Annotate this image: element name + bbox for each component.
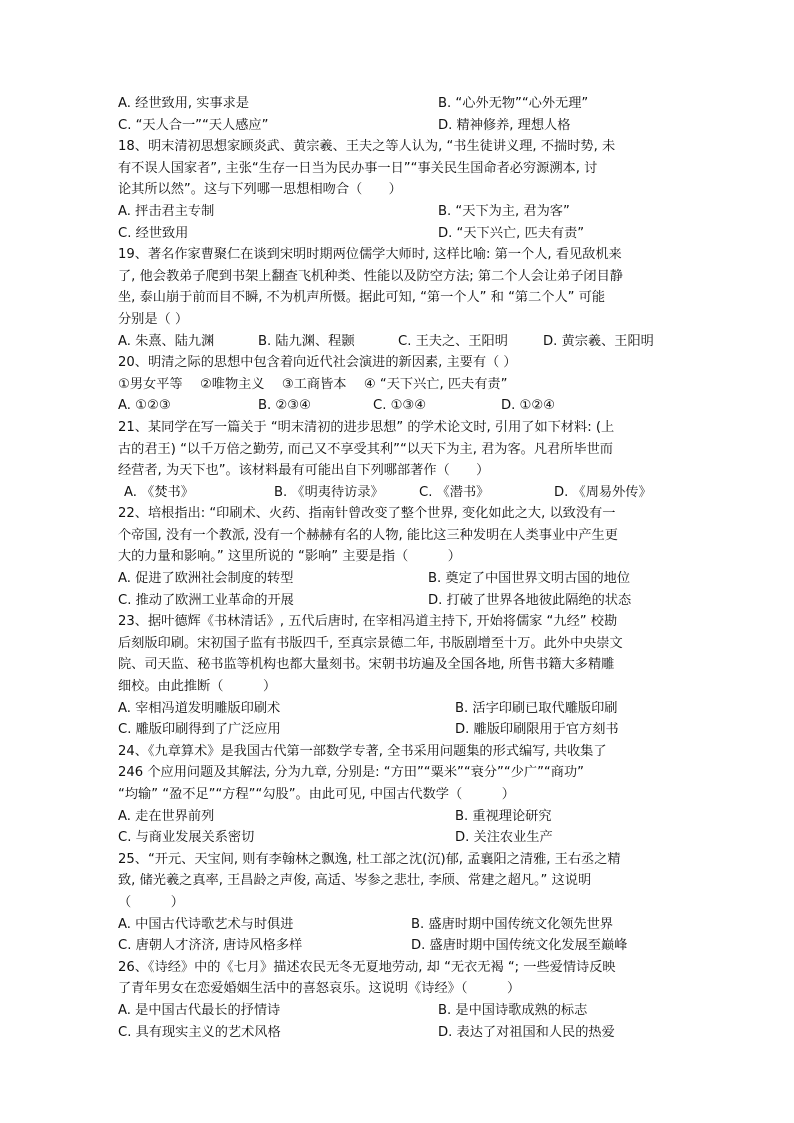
option-d: D. 打破了世界各地彼此隔绝的状态 — [428, 592, 632, 608]
option-d: D. 黄宗羲、王阳明 — [543, 333, 654, 349]
option-c: C. “天人合一”“天人感应” — [118, 117, 269, 133]
question-22 — [118, 503, 678, 611]
question-stem-line: 大的力量和影响。” 这里所说的 “影响” 主要是指（ ） — [118, 549, 461, 565]
option-row — [118, 827, 678, 849]
option-b: B. 重视理论研究 — [455, 808, 552, 824]
question-stem-line: 19、著名作家曹聚仁在谈到宋明时期两位儒学大师时, 这样比喻: 第一个人, 看见敌机来 — [118, 247, 622, 263]
question-items: ①男女平等 ②唯物主义 ③工商皆本 ④ “天下兴亡, 匹夫有责” — [118, 376, 508, 392]
question-stem-line: 18、明末清初思想家顾炎武、黄宗羲、王夫之等人认为, “书生徒讲义理, 不揣时势, 未 — [118, 139, 616, 155]
option-d: D. 盛唐时期中国传统文化发展至巅峰 — [411, 938, 628, 954]
option-c: C. ①③④ — [373, 398, 427, 414]
question-stem-line: 22、培根指出: “印刷术、火药、指南针曾改变了整个世界, 变化如此之大, 以致没有一 — [118, 506, 616, 522]
question-stem-line: 细校。由此推断（ ） — [118, 679, 277, 695]
option-row — [118, 806, 678, 828]
option-row — [118, 590, 678, 612]
question-stem-line: 分别是（ ） — [118, 311, 189, 327]
question-25 — [118, 849, 678, 957]
option-c: C. 具有现实主义的艺术风格 — [118, 1024, 281, 1040]
option-a: A. 走在世界前列 — [118, 808, 215, 824]
question-stem-line: 24、《九章算术》是我国古代第一部数学专著, 全书采用问题集的形式编写, 共收集了 — [118, 743, 607, 759]
question-stem-line: 经营者, 为天下也”。该材料最有可能出自下列哪部著作（ ） — [118, 463, 490, 479]
question-24 — [118, 741, 678, 849]
question-20 — [118, 352, 678, 417]
option-row — [118, 223, 678, 245]
option-d: D. 雕版印刷限用于官方刻书 — [455, 722, 619, 738]
option-b: B. “天下为主, 君为客” — [438, 203, 570, 219]
option-c: C. 唐朝人才济济, 唐诗风格多样 — [118, 938, 303, 954]
option-row — [118, 914, 678, 936]
option-b: B. “心外无物”“心外无理” — [438, 96, 589, 111]
question-stem-line: 古的君王) “以千万倍之勤劳, 而己又不享受其利”“以天下为主, 君为客。凡君所毕世而 — [118, 441, 613, 457]
question-19 — [118, 244, 678, 352]
question-stem-line: 院、司天监、秘书监等机构也都大量刻书。宋朝书坊遍及全国各地, 所售书籍大多精雕 — [118, 657, 615, 673]
option-c: C. 雕版印刷得到了广泛应用 — [118, 722, 281, 738]
question-stem-line: 23、据叶德辉《书林清话》, 五代后唐时, 在宰相冯道主持下, 开始将儒家 “九经” 校勘 — [118, 614, 618, 630]
question-list — [118, 93, 678, 1043]
option-row — [118, 568, 678, 590]
question-23 — [118, 611, 678, 741]
option-b: B. 是中国诗歌成熟的标志 — [438, 1002, 588, 1018]
question-stem-line: 个帝国, 没有一个教派, 没有一个赫赫有名的人物, 能比这三种发明在人类事业中产生更 — [118, 527, 618, 543]
option-row — [118, 331, 678, 353]
option-a: A. 促进了欧洲社会制度的转型 — [118, 571, 294, 587]
question-stem-line: 20、明清之际的思想中包含着向近代社会演进的新因素, 主要有（ ） — [118, 355, 517, 371]
option-a: A. 朱熹、陆九渊 — [118, 333, 215, 349]
option-row — [118, 1000, 678, 1022]
option-b: B. 活字印刷已取代雕版印刷 — [455, 700, 618, 716]
option-row — [118, 1022, 678, 1044]
question-stem-line: “均输” “盈不足”“方程”“勾股”。由此可见, 中国古代数学（ ） — [118, 787, 515, 802]
option-d: D. 表达了对祖国和人民的热爱 — [438, 1024, 615, 1040]
option-b: B. 《明夷待访录》 — [274, 484, 384, 500]
question-stem-line: 25、“开元、天宝间, 则有李翰林之飘逸, 杜工部之沈(沉)郁, 孟襄阳之清雅, 王右丞之精 — [118, 851, 621, 867]
question-26 — [118, 957, 678, 1043]
option-b: B. 陆九渊、程颢 — [258, 333, 355, 349]
question-stem-line: 致, 储光羲之真率, 王昌龄之声俊, 高适、岑参之悲壮, 李颀、常建之超凡。” 这说明 — [118, 873, 592, 889]
option-a: A. 是中国古代最长的抒情诗 — [118, 1002, 281, 1018]
option-c: C. 推动了欧洲工业革命的开展 — [118, 592, 294, 608]
option-row — [118, 201, 678, 223]
question-stem-line: 了青年男女在恋爱婚姻生活中的喜怒哀乐。这说明《诗经》（ ） — [118, 981, 521, 997]
question-stem-line: 后刻版印刷。宋初国子监有书版四千, 至真宗景德二年, 书版剧增至十万。此外中央崇文 — [118, 635, 623, 651]
option-c: C. 与商业发展关系密切 — [118, 830, 255, 846]
question-21 — [118, 417, 678, 503]
option-row — [118, 93, 678, 115]
question-stem-line: 了, 他会教弟子爬到书架上翻查飞机种类、性能以及防空方法; 第二个人会让弟子闭目静 — [118, 268, 623, 284]
question-stem-line: （ ） — [118, 894, 184, 910]
question-18 — [118, 136, 678, 244]
question-stem-line: 246 个应用问题及其解法, 分为九章, 分别是: “方田”“粟米”“衰分”“少广”“商功” — [118, 765, 584, 781]
option-a: A. ①②③ — [118, 398, 171, 414]
option-b: B. ②③④ — [258, 398, 311, 414]
option-b: B. 盛唐时期中国传统文化领先世界 — [411, 916, 614, 932]
option-row — [118, 935, 678, 957]
option-c: C. 经世致用 — [118, 225, 189, 241]
option-row — [118, 482, 678, 504]
option-a: A. 宰相冯道发明雕版印刷术 — [118, 700, 281, 716]
option-d: D. 《周易外传》 — [554, 484, 652, 500]
option-a: A. 中国古代诗歌艺术与时俱进 — [118, 916, 294, 932]
question-stem-line: 21、某同学在写一篇关于 “明末清初的进步思想” 的学术论文时, 引用了如下材料: (上 — [118, 419, 615, 435]
option-d: D. 关注农业生产 — [455, 830, 553, 846]
option-d: D. “天下兴亡, 匹夫有责” — [438, 225, 585, 241]
option-row — [118, 395, 678, 417]
option-a: A. 《焚书》 — [124, 484, 194, 500]
question-stem-line: 坐, 泰山崩于前而目不瞬, 不为机声所慑。据此可知, “第一个人” 和 “第二个人” 可能 — [118, 290, 606, 306]
option-row — [118, 698, 678, 720]
option-row — [118, 719, 678, 741]
option-d: D. 精神修养, 理想人格 — [438, 117, 571, 133]
question-stem-line: 有不误人国家者”, 主张“生存一日当为民办事一日”“事关民生国命者必穷源溯本, 讨 — [118, 160, 598, 176]
question-stem-line: 论其所以然”。这与下列哪一思想相吻合（ ） — [118, 182, 402, 198]
option-a: A. 抨击君主专制 — [118, 203, 215, 219]
option-d: D. ①②④ — [501, 398, 556, 414]
option-b: B. 奠定了中国世界文明古国的地位 — [428, 571, 631, 587]
option-c: C. 王夫之、王阳明 — [398, 333, 508, 349]
option-c: C. 《潜书》 — [419, 484, 490, 500]
option-row — [118, 115, 678, 137]
option-a: A. 经世致用, 实事求是 — [118, 96, 250, 111]
question-stem-line: 26、《诗经》中的《七月》描述农民无冬无夏地劳动, 却 “无衣无褐 “; 一些爱情诗反映 — [118, 959, 616, 975]
